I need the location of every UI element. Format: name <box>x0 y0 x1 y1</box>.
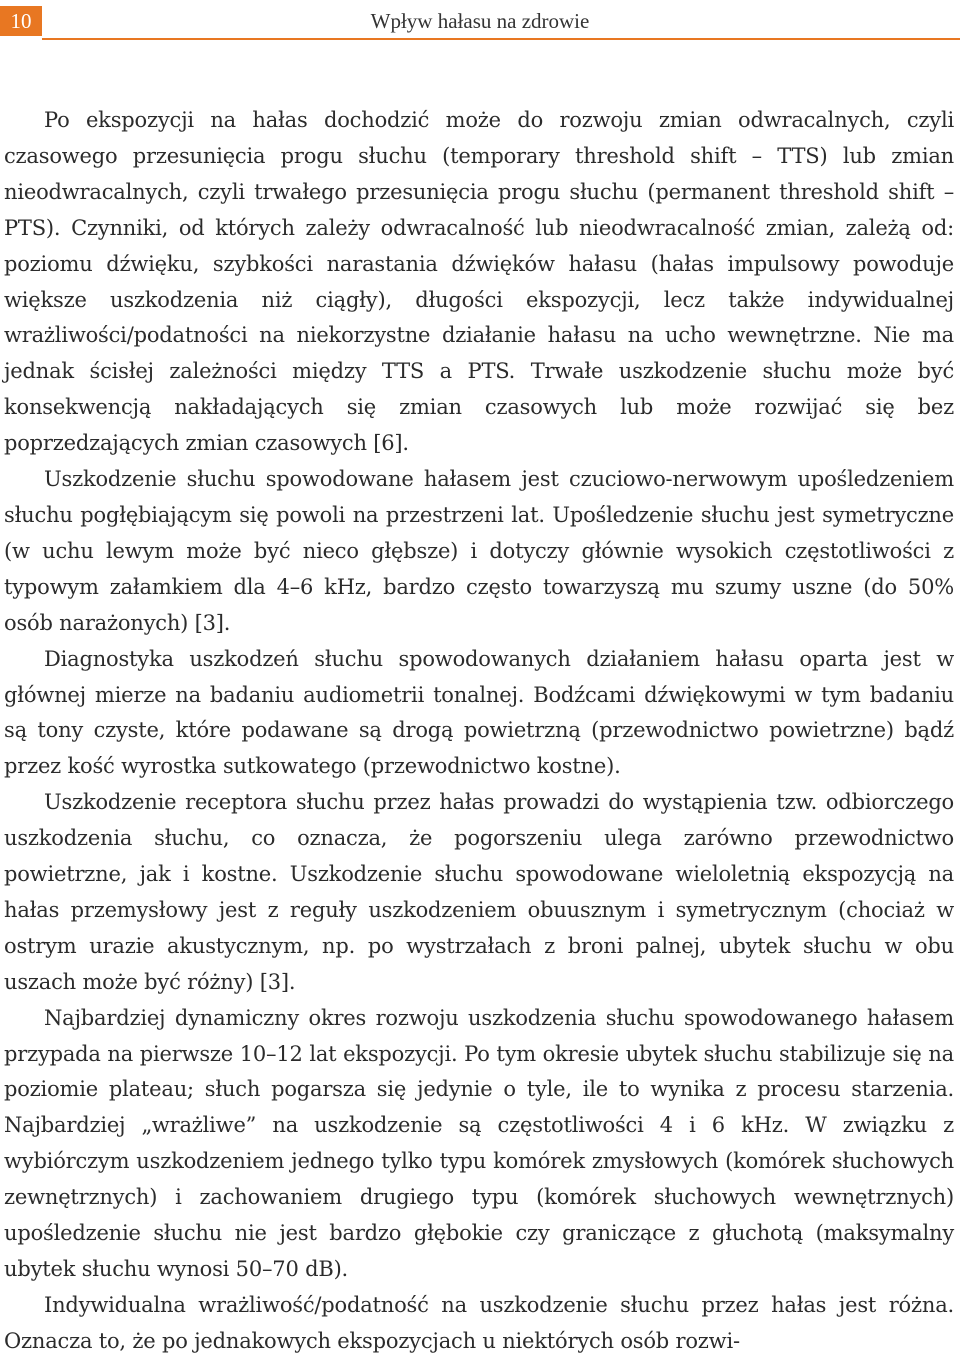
body-text <box>4 103 954 1360</box>
paragraph: Diagnostyka uszkodzeń słuchu spowodowanych działaniem hałasu oparta jest w głównej mierze na badaniu audiometrii tonalnej. Bodźcami dźwiękowymi w tym badaniu są tony czyste, które podawane są drogą powietrzną (przewodnictwo powietrzne) bądź przez kość wyrostka sutkowatego (przewodnictwo kostne). <box>4 646 954 779</box>
paragraph: Uszkodzenie słuchu spowodowane hałasem jest czuciowo-nerwowym upośledzeniem słuchu pogłębiającym się powoli na przestrzeni lat. Upośledzenie słuchu jest symetryczne (w uchu lewym może być nieco głębsze) i dotyczy głównie wysokich częstotliwości z typowym załamkiem dla 4–6 kHz, bardzo często towarzyszą mu szumy uszne (do 50% osób narażonych) [3]. <box>4 467 954 635</box>
page-number: 10 <box>0 6 42 36</box>
paragraph: Uszkodzenie receptora słuchu przez hałas prowadzi do wystąpienia tzw. odbiorczego uszkodzenia słuchu, co oznacza, że pogorszeniu ulega zarówno przewodnictwo powietrzne, jak i kostne. Uszkodzenie słuchu spowodowane wieloletnią ekspozycją na hałas przemysłowy jest z reguły uszkodzeniem obuusznym i symetrycznym (chociaż w ostrym urazie akustycznym, np. po wystrzałach z broni palnej, ubytek słuchu w obu uszach może być różny) [3]. <box>4 790 954 994</box>
page-header <box>0 0 960 40</box>
paragraph: Najbardziej dynamiczny okres rozwoju uszkodzenia słuchu spowodowanego hałasem przypada na pierwsze 10–12 lat ekspozycji. Po tym okresie ubytek słuchu stabilizuje się na poziomie plateau; słuch pogarsza się jedynie o tyle, ile to wynika z procesu starzenia. Najbardziej „wrażliwe” na uszkodzenie są częstotliwości 4 i 6 kHz. W związku z wybiórczym uszkodzeniem jednego tylko typu komórek zmysłowych (komórek słuchowych zewnętrznych) i zachowaniem drugiego typu (komórek słuchowych wewnętrznych) upośledzenie słuchu nie jest bardzo głębokie czy graniczące z głuchotą (maksymalny ubytek słuchu wynosi 50–70 dB). <box>4 1005 954 1281</box>
paragraph: Po ekspozycji na hałas dochodzić może do rozwoju zmian odwracalnych, czyli czasowego przesunięcia progu słuchu (temporary threshold shift – TTS) lub zmian nieodwracalnych, czyli trwałego przesunięcia progu słuchu (permanent threshold shift – PTS). Czynniki, od których zależy odwracalność lub nieodwracalność zmian, zależą od: poziomu dźwięku, szybkości narastania dźwięków hałasu (hałas impulsowy powoduje większe uszkodzenia niż ciągły), długości ekspozycji, lecz także indywidualnej wrażliwości/podatności na niekorzystne działanie hałasu na ucho wewnętrzne. Nie ma jednak ścisłej zależności między TTS a PTS. Trwałe uszkodzenie słuchu może być konsekwencją nakładających się zmian czasowych lub może rozwijać się bez poprzedzających zmian czasowych [6]. <box>4 108 954 456</box>
header-rule <box>42 38 960 40</box>
running-title: Wpływ hałasu na zdrowie <box>370 9 590 33</box>
paragraph: Indywidualna wrażliwość/podatność na uszkodzenie słuchu przez hałas jest różna. Oznacza to, że po jednakowych ekspozycjach u niektórych osób rozwi- <box>4 1292 954 1353</box>
